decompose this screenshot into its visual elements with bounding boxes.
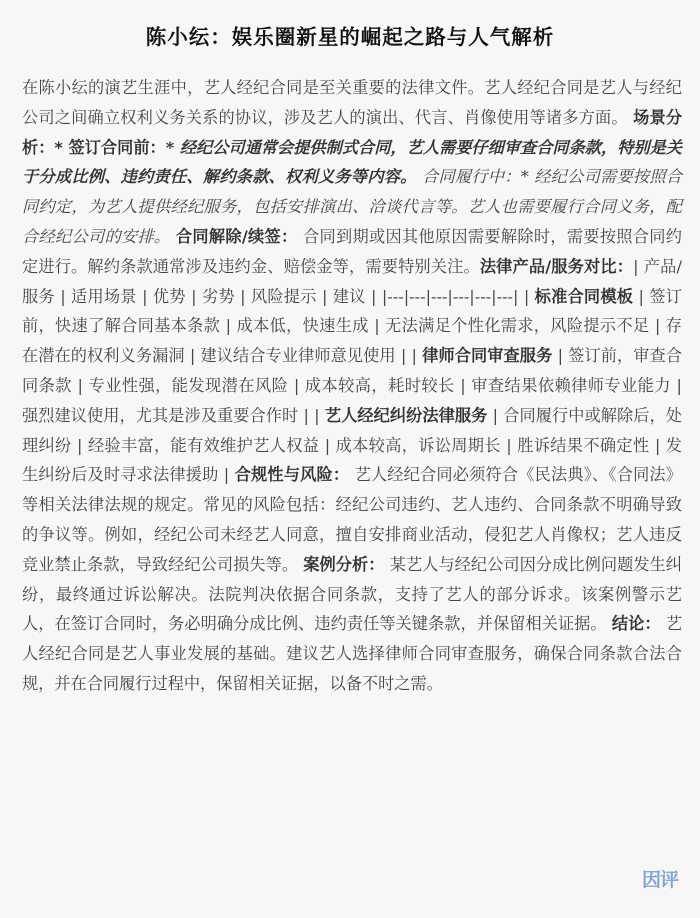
conclusion-text: 艺人经纪合同是艺人事业发展的基础。建议艺人选择律师合同审查服务，确保合同条款合法合规，并在合同履行过程中，保留相关证据，以备不时之需。 (22, 614, 682, 693)
product-lawyer-review: 律师合同审查服务 (422, 346, 553, 366)
signing-text: * 经纪公司通常会提供制式合同，艺人需要仔细审查合同条款，特别是关于分成比例、违约责任、解约条款、权利义务等内容。 (22, 137, 682, 187)
product-standard-template-details: | 签订前，快速了解合同基本条款 | 成本低，快速生成 | 无法满足个性化需求，风险提示不足 | 存在潜在的权利义务漏洞 | 建议结合专业律师意见使用 | | (22, 286, 682, 366)
product-dispute-service: 艺人经纪纠纷法律服务 (324, 405, 488, 425)
compliance-text: 艺人经纪合同必须符合《民法典》、《合同法》等相关法律法规的规定。常见的风险包括：经纪公司违约、艺人违约、合同条款不明确导致的争议等。例如，经纪公司未经艺人同意，擅自安排商业活动，侵犯艺人肖像权；艺人违反竞业禁止条款，导致经纪公司损失等。 (22, 465, 682, 574)
product-dispute-service-details: | 合同履行中或解除后，处理纠纷 | 经验丰富，能有效维护艺人权益 | 成本较高，诉讼周期长 | 胜诉结果不确定性 | 发生纠纷后及时寻求法律援助 | (22, 405, 682, 485)
perform-text: 合同履行中：* 经纪公司需要按照合同约定，为艺人提供经纪服务，包括安排演出、洽谈代言等。艺人也需要履行合同义务，配合经纪公司的安排。 (22, 167, 682, 246)
scene-analysis-heading: 场景分析： (22, 107, 683, 157)
termination-text: 合同到期或因其他原因需要解除时，需要按照合同约定进行。解约条款通常涉及违约金、赔偿金等，需要特别关注。 (22, 226, 682, 276)
conclusion-heading: 结论： (611, 614, 661, 634)
compare-table-header: | 产品/服务 | 适用场景 | 优势 | 劣势 | 风险提示 | 建议 | |---|---|---|---|---|---| | (22, 256, 682, 306)
case-heading: 案例分析： (303, 554, 385, 574)
intro-text: 在陈小纭的演艺生涯中，艺人经纪合同是至关重要的法律文件。艺人经纪合同是艺人与经纪公司之间确立权利义务关系的协议，涉及艺人的演出、代言、肖像使用等诸多方面。 (22, 78, 682, 127)
compliance-heading: 合规性与风险： (234, 465, 350, 485)
product-lawyer-review-details: | 签订前，审查合同条款 | 专业性强，能发现潜在风险 | 成本较高，耗时较长 | 审查结果依赖律师专业能力 | 强烈建议使用，尤其是涉及重要合作时 | | (22, 346, 682, 425)
watermark-logo: 因评 (641, 869, 678, 891)
page-title: 陈小纭：娱乐圈新星的崛起之路与人气解析 (145, 25, 555, 49)
termination-heading: 合同解除/续签： (175, 226, 298, 246)
case-text: 某艺人与经纪公司因分成比例问题发生纠纷，最终通过诉讼解决。法院判决依据合同条款，支持了艺人的部分诉求。该案例警示艺人，在签订合同时，务必明确分成比例、违约责任等关键条款，并保留相关证据。 (22, 554, 682, 634)
compare-heading: 法律产品/服务对比： (479, 256, 634, 276)
product-standard-template: 标准合同模板 (534, 286, 634, 306)
signing-label: * 签订合同前： (54, 137, 166, 157)
article-body (22, 73, 682, 699)
